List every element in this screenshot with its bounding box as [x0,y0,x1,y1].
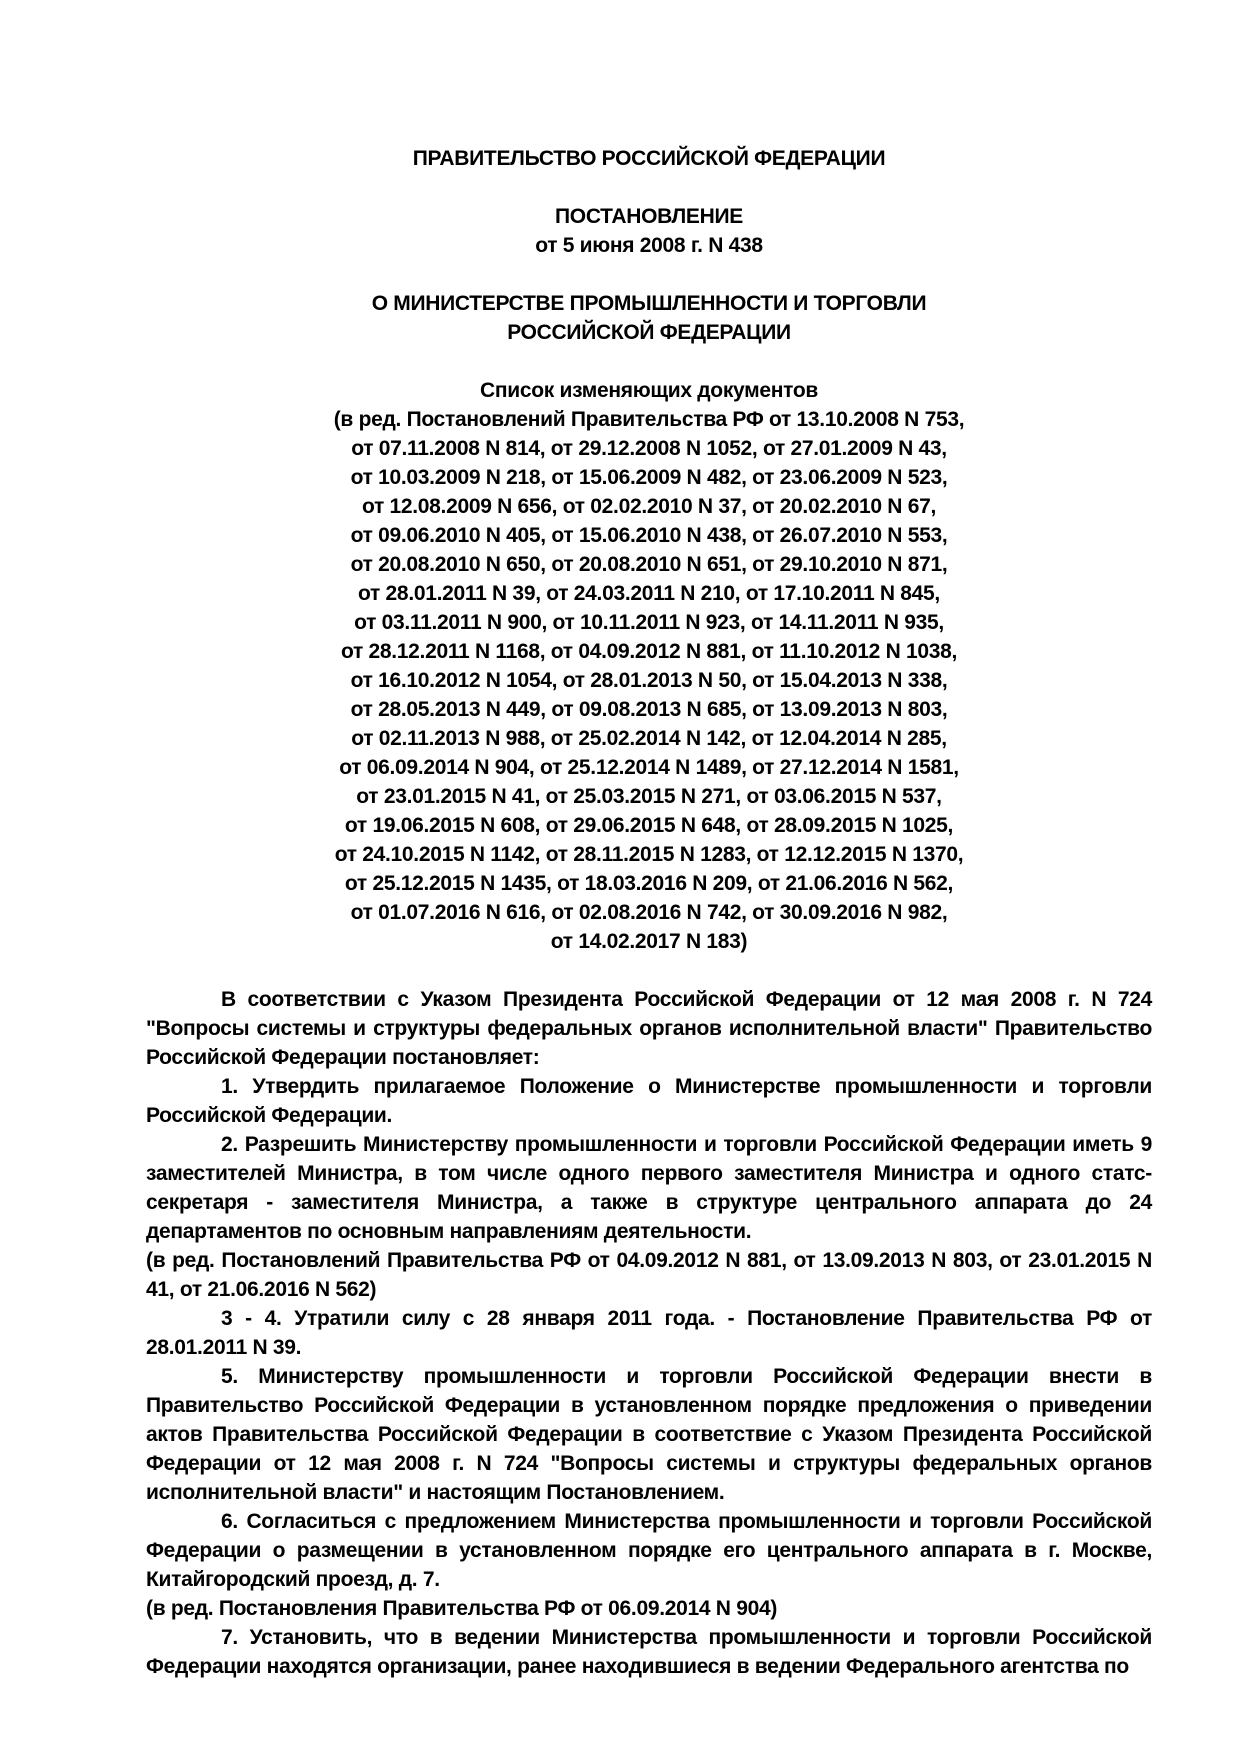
spacer [146,173,1152,202]
amendment-line: от 25.12.2015 N 1435, от 18.03.2016 N 209, от 21.06.2016 N 562, [344,872,954,895]
amendment-line: от 20.08.2010 N 650, от 20.08.2010 N 651, от 29.10.2010 N 871, [350,553,948,576]
amendment-line: от 06.09.2014 N 904, от 25.12.2014 N 1489, от 27.12.2014 N 1581, [339,756,959,779]
document-authority: ПРАВИТЕЛЬСТВО РОССИЙСКОЙ ФЕДЕРАЦИИ [412,147,886,170]
document-title-line: РОССИЙСКОЙ ФЕДЕРАЦИИ [507,321,791,344]
body-paragraph: В соответствии с Указом Президента Российской Федерации от 12 мая 2008 г. N 724 "Вопросы системы и структуры федеральных органов исполнительной власти" Правительство Российской Федерации постановляет: [146,988,1152,1069]
document-date-number: от 5 июня 2008 г. N 438 [535,234,763,257]
document-type: ПОСТАНОВЛЕНИЕ [555,205,743,228]
body-paragraph-edit-note: (в ред. Постановления Правительства РФ от 06.09.2014 N 904) [146,1597,778,1620]
body-paragraph: 5. Министерству промышленности и торговли Российской Федерации внести в Правительство Российской Федерации в установленном порядке предложения о приведении актов Правительства Российской Федерации в соответствие с Указом Президента Российской Федерации от 12 мая 2008 г. N 724 "Вопросы системы и структуры федеральных органов исполнительной власти" и настоящим Постановлением. [146,1365,1152,1504]
spacer [146,347,1152,376]
amendment-line: от 12.08.2009 N 656, от 02.02.2010 N 37, от 20.02.2010 N 67, [361,495,936,518]
amendment-line: от 16.10.2012 N 1054, от 28.01.2013 N 50, от 15.04.2013 N 338, [350,669,948,692]
spacer [146,260,1152,289]
amendments-caption: Список изменяющих документов [480,379,818,402]
body-paragraph: 6. Согласиться с предложением Министерства промышленности и торговли Российской Федерации о размещении в установленном порядке его центрального аппарата в г. Москве, Китайгородский проезд, д. 7. [146,1510,1152,1591]
amendment-line: от 07.11.2008 N 814, от 29.12.2008 N 1052, от 27.01.2009 N 43, [351,437,947,460]
body-paragraph: 3 - 4. Утратили силу с 28 января 2011 года. - Постановление Правительства РФ от 28.01.2011 N 39. [146,1307,1152,1359]
body-paragraph: 2. Разрешить Министерству промышленности и торговли Российской Федерации иметь 9 заместителей Министра, в том числе одного первого заместителя Министра и одного статс-секретаря - заместителя Министра, а также в структуре центрального аппарата до 24 департаментов по основным направлениям деятельности. [146,1133,1152,1243]
amendment-line: от 02.11.2013 N 988, от 25.02.2014 N 142, от 12.04.2014 N 285, [351,727,947,750]
document-body [146,985,1152,1681]
body-paragraph: 7. Установить, что в ведении Министерства промышленности и торговли Российской Федерации находятся организации, ранее находившиеся в ведении Федерального агентства по [146,1626,1152,1678]
document-title-line: О МИНИСТЕРСТВЕ ПРОМЫШЛЕННОСТИ И ТОРГОВЛИ [371,292,927,315]
document-page [146,144,1152,1681]
amendment-line: от 28.01.2011 N 39, от 24.03.2011 N 210, от 17.10.2011 N 845, [358,582,940,605]
amendment-line: от 23.01.2015 N 41, от 25.03.2015 N 271, от 03.06.2015 N 537, [356,785,942,808]
amendment-line: от 19.06.2015 N 608, от 29.06.2015 N 648, от 28.09.2015 N 1025, [344,814,954,837]
amendment-line: от 09.06.2010 N 405, от 15.06.2010 N 438, от 26.07.2010 N 553, [350,524,948,547]
spacer [146,956,1152,985]
amendment-line: (в ред. Постановлений Правительства РФ от 13.10.2008 N 753, [333,408,965,431]
amendment-line: от 10.03.2009 N 218, от 15.06.2009 N 482, от 23.06.2009 N 523, [350,466,948,489]
amendment-line: от 28.05.2013 N 449, от 09.08.2013 N 685, от 13.09.2013 N 803, [350,698,948,721]
amendment-line: от 14.02.2017 N 183) [550,930,748,953]
amendment-line: от 03.11.2011 N 900, от 10.11.2011 N 923, от 14.11.2011 N 935, [354,611,944,634]
amendment-line: от 01.07.2016 N 616, от 02.08.2016 N 742, от 30.09.2016 N 982, [350,901,948,924]
body-paragraph: 1. Утвердить прилагаемое Положение о Министерстве промышленности и торговли Российской Федерации. [146,1075,1152,1127]
amendment-line: от 24.10.2015 N 1142, от 28.11.2015 N 1283, от 12.12.2015 N 1370, [334,843,964,866]
body-paragraph-edit-note: (в ред. Постановлений Правительства РФ от 04.09.2012 N 881, от 13.09.2013 N 803, от 23.01.2015 N 41, от 21.06.2016 N 562) [146,1249,1152,1301]
amendment-line: от 28.12.2011 N 1168, от 04.09.2012 N 881, от 11.10.2012 N 1038, [340,640,958,663]
amendments-block [146,376,1152,956]
